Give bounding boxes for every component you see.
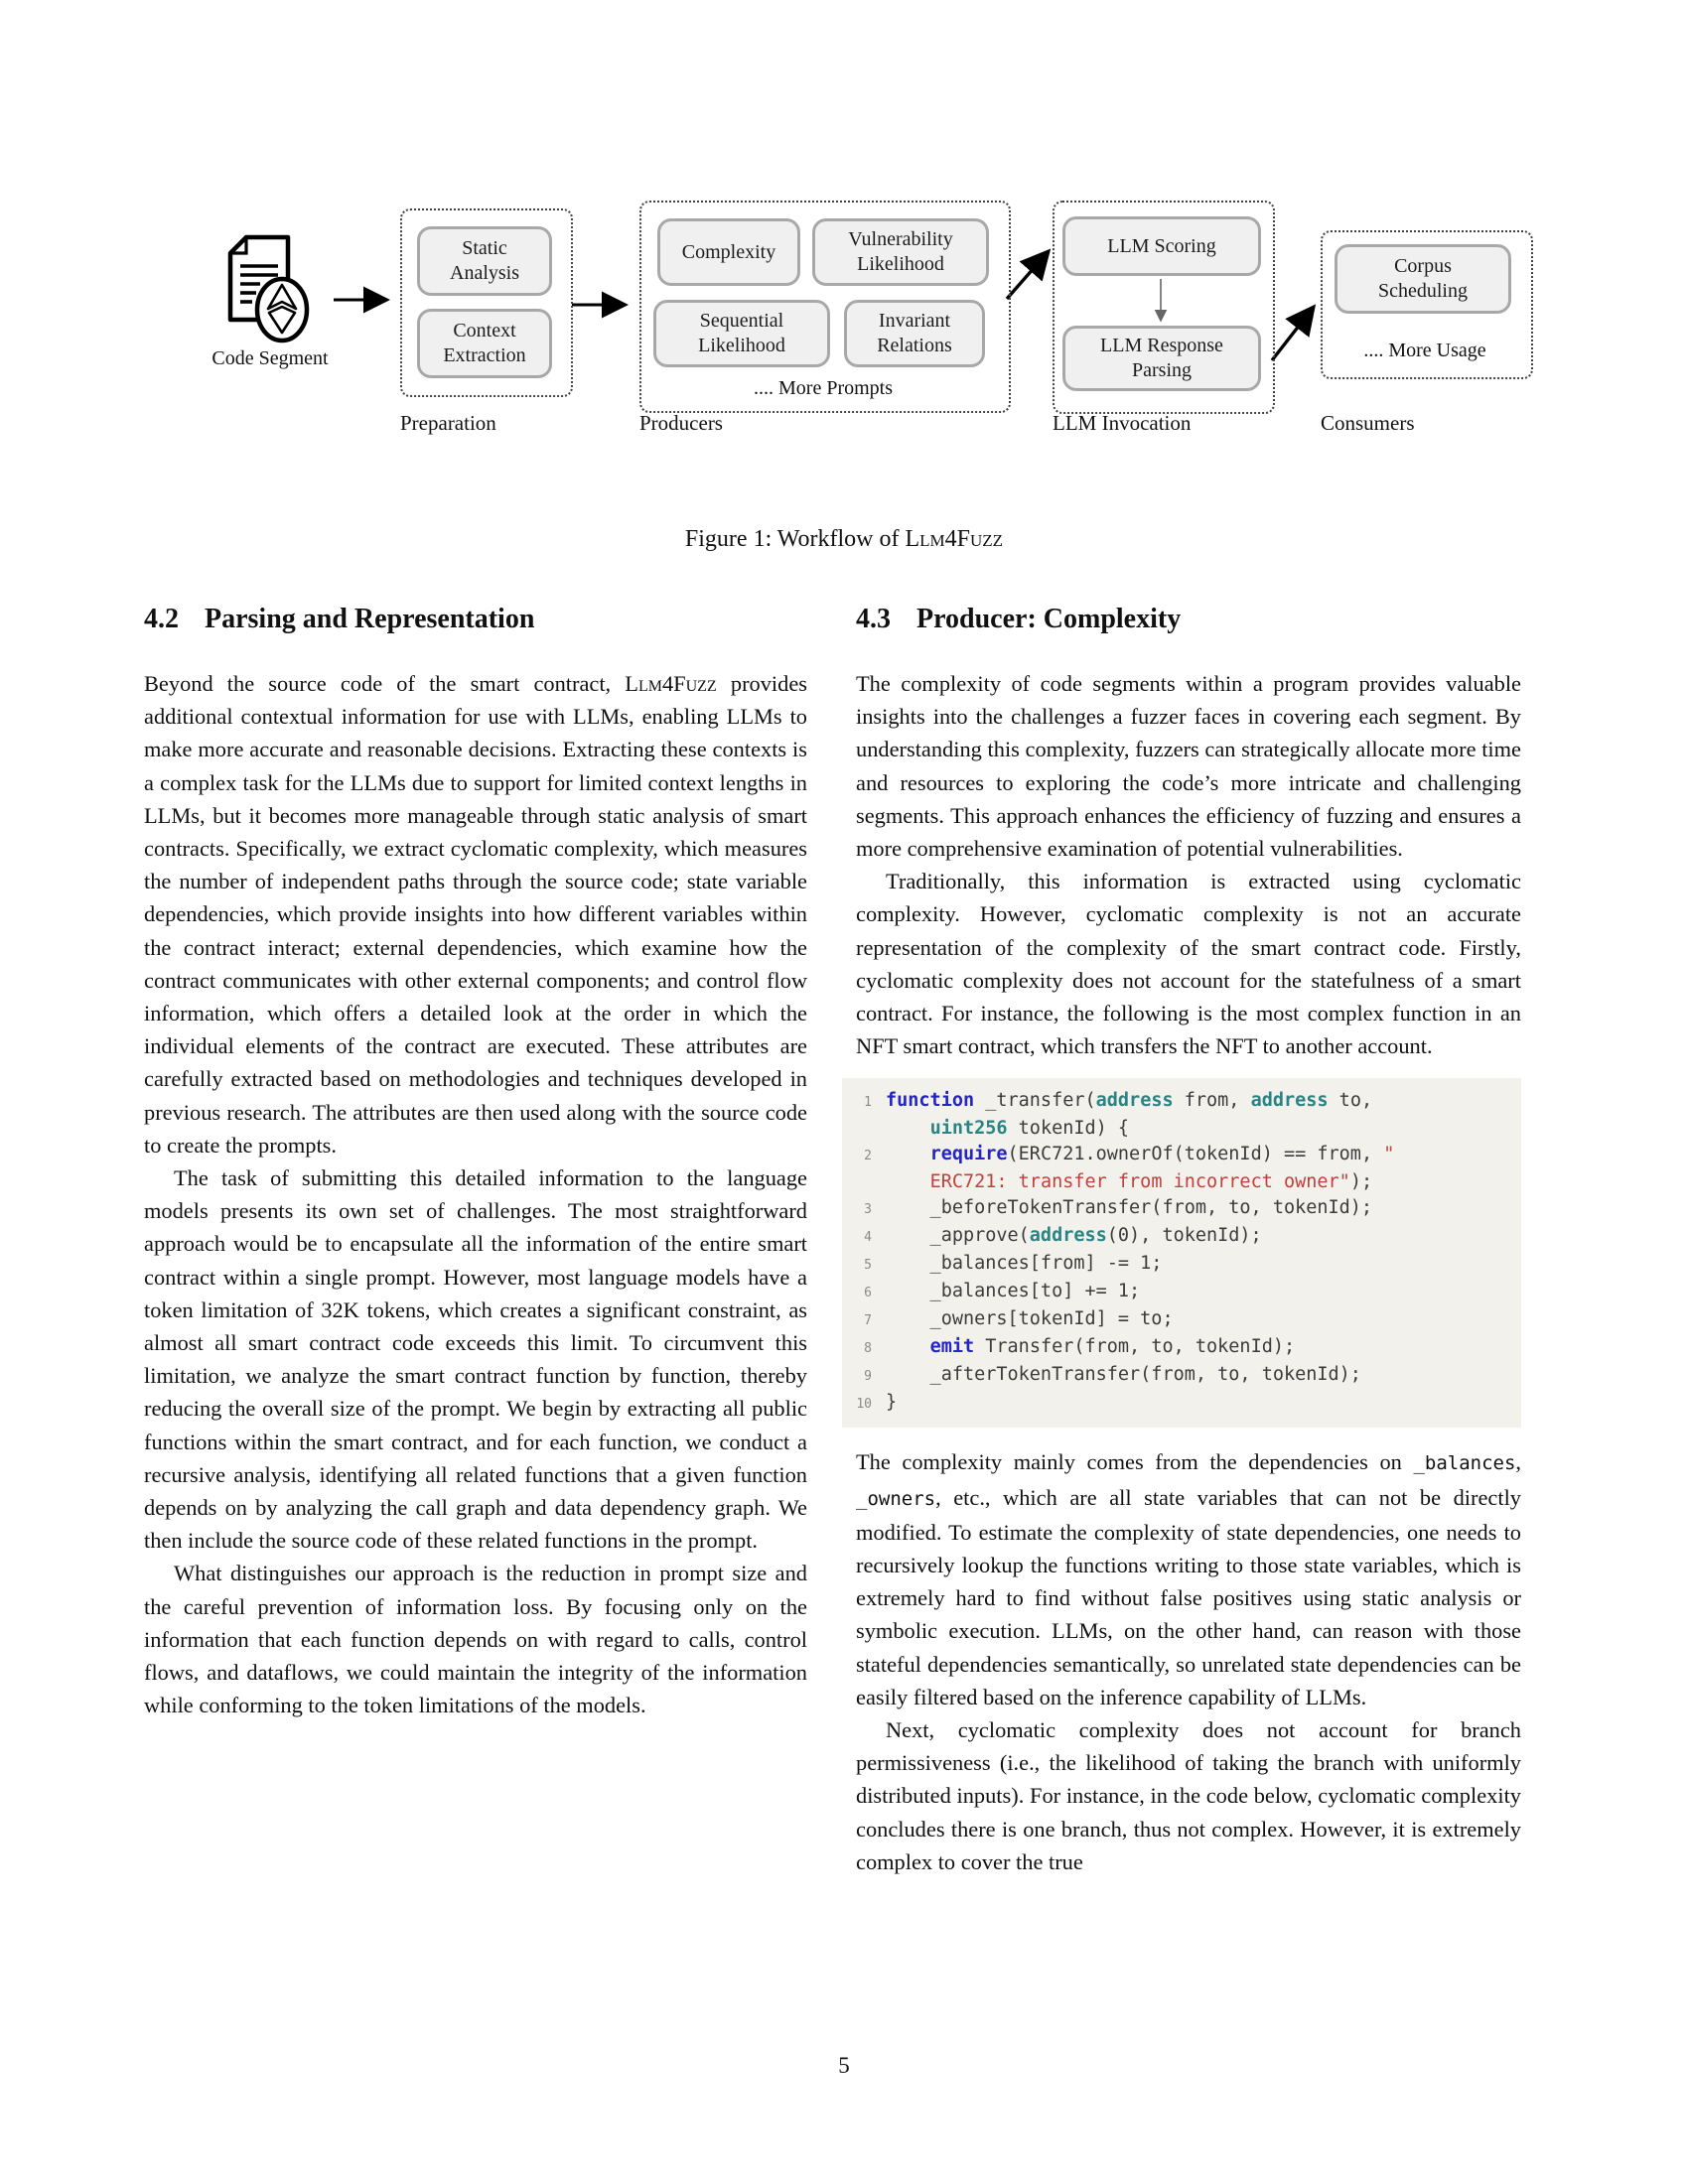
brand-smallcaps: Llm4Fuzz — [625, 671, 717, 696]
code-token: } — [886, 1392, 898, 1414]
code-segment-label: Code Segment — [211, 347, 329, 369]
code-line — [842, 1279, 1515, 1306]
code-line — [842, 1169, 1515, 1195]
code-line — [842, 1142, 1515, 1169]
text-run: The complexity mainly comes from the dependencies on — [856, 1449, 1414, 1475]
line-number: 9 — [864, 1369, 872, 1385]
code-token: " — [1383, 1144, 1395, 1165]
text-run: Next, cyclomatic complexity does not account for branch permissiveness (i.e., the likelihood of taking the branch with uniformly distributed inputs). For instance, in the code below, cyclomatic complexity concludes there is one branch, thus not complex. However, it is extremely complex to cover the true — [856, 1717, 1521, 1874]
code-token: _owners[tokenId] = to; — [886, 1308, 1174, 1330]
code-line — [842, 1251, 1515, 1279]
section-number: 4.2 — [144, 604, 179, 634]
code-line — [842, 1195, 1515, 1223]
line-number: 7 — [864, 1313, 872, 1329]
text-run: What distinguishes our approach is the reduction in prompt size and the careful prevention of information loss. By focusing only on the information that each function depends on with regard to calls, control flows, and dataflows, we could maintain the integrity of the information while conforming to the token limitations of the models. — [144, 1561, 807, 1718]
section-4-3-body-top — [856, 667, 1521, 1062]
code-token — [886, 1171, 930, 1192]
line-number: 10 — [856, 1397, 872, 1413]
label-producers: Producers — [639, 411, 723, 435]
line-number: 6 — [864, 1286, 872, 1301]
section-heading-4-2 — [144, 604, 807, 635]
code-token: (0), tokenId); — [1106, 1225, 1262, 1247]
code-token: uint256 — [929, 1118, 1008, 1140]
box-vulnerability-likelihood: Vulnerability Likelihood — [812, 218, 989, 286]
section-title: Producer: Complexity — [916, 604, 1182, 634]
arrow-llm-to-consumers — [1272, 307, 1314, 360]
section-number: 4.3 — [856, 604, 891, 634]
code-token: from, — [1173, 1090, 1251, 1112]
more-usage-text: .... More Usage — [1363, 340, 1486, 361]
section-4-3-body-bottom — [856, 1445, 1521, 1878]
line-number: 5 — [864, 1258, 872, 1274]
paragraph — [856, 1445, 1521, 1713]
line-number: 3 — [864, 1202, 872, 1218]
left-column — [144, 604, 807, 1722]
code-token: function — [886, 1090, 975, 1112]
more-prompts-text: .... More Prompts — [754, 377, 893, 399]
line-number: 1 — [864, 1095, 872, 1111]
caption-text: Figure 1: Workflow of — [684, 526, 906, 552]
inline-code: _balances — [1413, 1452, 1516, 1475]
code-line — [842, 1334, 1515, 1362]
code-line — [842, 1390, 1515, 1418]
box-llm-response-parsing: LLM Response Parsing — [1062, 326, 1261, 391]
box-sequential-likelihood: Sequential Likelihood — [653, 300, 830, 367]
paragraph — [856, 667, 1521, 865]
section-4-2-body — [144, 667, 807, 1722]
code-listing — [842, 1078, 1521, 1428]
code-token: _transfer( — [974, 1090, 1096, 1112]
text-run: Traditionally, this information is extracted using cyclomatic complexity. However, cyclomatic complexity is not an accurate representation of the complexity of the smart contract code. Firstly, cyclomatic complexity does not account for the statefulness of a smart contract. For instance, the following is the most complex function in an NFT smart contract, which transfers the NFT to another account. — [856, 869, 1521, 1059]
arrow-producers-to-llm — [1007, 251, 1049, 299]
code-line — [842, 1306, 1515, 1334]
right-column — [856, 604, 1521, 1878]
code-token: to, — [1328, 1090, 1373, 1112]
box-static-analysis: Static Analysis — [417, 226, 552, 296]
page-number: 5 — [838, 2053, 850, 2078]
code-token: ERC721: transfer from incorrect owner" — [929, 1171, 1350, 1193]
code-token: _approve( — [886, 1225, 1030, 1247]
code-token: ); — [1349, 1171, 1373, 1193]
text-run: The task of submitting this detailed information to the language models presents its own set of challenges. The most straightforward approach would be to encapsulate all the information of the entire smart contract within a single prompt. However, most language models have a token limitation of 32K tokens, which creates a significant constraint, as almost all smart contract code exceeds this limit. To circumvent this limitation, we analyze the smart contract function by function, thereby reducing the overall size of the prompt. We begin by extracting all public functions within the smart contract, and for each function, we conduct a recursive analysis, identifying all related functions that a given function depends on by analyzing the call graph and data dependency graph. We then include the source code of these related functions in the prompt. — [144, 1165, 807, 1554]
figure-workflow — [139, 159, 1549, 477]
code-token: tokenId) { — [1007, 1118, 1130, 1140]
section-heading-4-3 — [856, 604, 1521, 635]
code-token — [886, 1336, 930, 1357]
text-run: , — [1515, 1449, 1521, 1475]
line-number: 4 — [864, 1230, 872, 1246]
label-llm-invocation: LLM Invocation — [1053, 411, 1192, 435]
text-run: provides additional contextual information for use with LLMs, enabling LLMs to make more accurate and reasonable decisions. Extracting these contexts is a complex task for the LLMs due to support for limited context lengths in LLMs, but it becomes more manageable through static analysis of smart contracts. Specifically, we extract cyclomatic complexity, which measures the number of independent paths through the source code; state variable dependencies, which provide insights into how different variables within the contract interact; external dependencies, which examine how the contract communicates with other external components; and control flow information, which offers a detailed look at the order in which the individual elements of the contract are executed. These attributes are carefully extracted based on methodologies and techniques developed in previous research. The attributes are then used along with the source code to create the prompts. — [144, 671, 807, 1158]
code-token: _balances[to] += 1; — [886, 1281, 1141, 1302]
text-run: The complexity of code segments within a program provides valuable insights into the challenges a fuzzer faces in covering each segment. By understanding this complexity, fuzzers can strategically allocate more time and resources to exploring the code’s more intricate and challenging segments. This approach enhances the efficiency of fuzzing and ensures a more comprehensive examination of potential vulnerabilities. — [856, 671, 1521, 862]
code-token: _afterTokenTransfer(from, to, tokenId); — [886, 1364, 1361, 1386]
code-token: require — [929, 1144, 1008, 1165]
code-token: Transfer(from, to, tokenId); — [974, 1336, 1296, 1358]
code-token — [886, 1118, 930, 1139]
label-consumers: Consumers — [1321, 411, 1415, 435]
paragraph — [856, 1713, 1521, 1878]
text-run: Beyond the source code of the smart contract, — [144, 671, 626, 696]
text-run: , etc., which are all state variables that can not be directly modified. To estimate the complexity of state dependencies, one needs to recursively lookup the functions writing to those state variables, which is extremely hard to find without false positives using static analysis or symbolic execution. LLMs, on the other hand, can reason with those stateful dependencies semantically, so unrelated state dependencies can be easily filtered based on the inference capability of LLMs. — [856, 1484, 1521, 1709]
paragraph — [144, 667, 807, 1161]
code-token: address — [1095, 1090, 1174, 1112]
code-line — [842, 1116, 1515, 1142]
paragraph — [144, 1557, 807, 1721]
caption-brand: Llm4Fuzz — [905, 526, 1004, 552]
box-complexity: Complexity — [657, 218, 800, 286]
box-invariant-relations: Invariant Relations — [844, 300, 985, 367]
box-corpus-scheduling: Corpus Scheduling — [1335, 244, 1511, 314]
code-token: (ERC721.ownerOf(tokenId) == from, — [1007, 1144, 1384, 1165]
section-title: Parsing and Representation — [205, 604, 535, 634]
paragraph — [144, 1161, 807, 1557]
box-context-extraction: Context Extraction — [417, 309, 552, 378]
paragraph — [856, 865, 1521, 1062]
code-token: _beforeTokenTransfer(from, to, tokenId); — [886, 1197, 1373, 1219]
box-llm-scoring: LLM Scoring — [1062, 216, 1261, 276]
code-line — [842, 1223, 1515, 1251]
inline-code: _owners — [856, 1487, 936, 1510]
code-line — [842, 1088, 1515, 1116]
label-preparation: Preparation — [400, 411, 496, 435]
line-number: 2 — [864, 1149, 872, 1164]
code-line — [842, 1362, 1515, 1390]
code-token: emit — [929, 1336, 975, 1358]
code-token — [886, 1144, 930, 1164]
figure-caption — [0, 526, 1688, 553]
code-segment-icon — [216, 232, 326, 349]
code-token: _balances[from] -= 1; — [886, 1253, 1163, 1275]
line-number: 8 — [864, 1341, 872, 1357]
code-token: address — [1250, 1090, 1329, 1112]
code-token: address — [1029, 1225, 1107, 1247]
